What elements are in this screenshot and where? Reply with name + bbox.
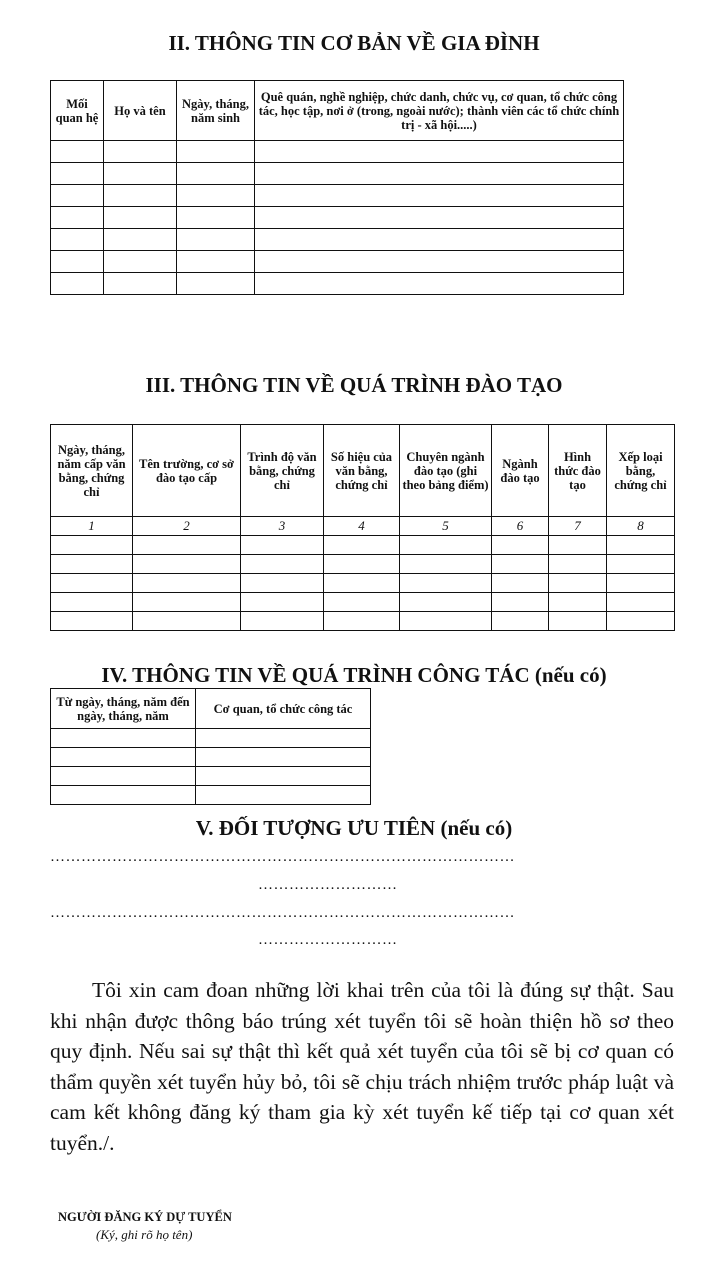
empty-cell — [104, 185, 177, 207]
empty-cell — [177, 229, 255, 251]
empty-cell — [492, 536, 549, 555]
empty-cell — [177, 163, 255, 185]
empty-cell — [324, 536, 400, 555]
empty-cell — [607, 612, 675, 631]
empty-cell — [255, 141, 624, 163]
table-row — [51, 536, 675, 555]
empty-cell — [400, 536, 492, 555]
empty-cell — [241, 536, 324, 555]
empty-cell — [133, 555, 241, 574]
empty-cell — [51, 767, 196, 786]
column-number: 5 — [400, 517, 492, 536]
empty-cell — [177, 207, 255, 229]
empty-cell — [177, 185, 255, 207]
empty-cell — [196, 767, 371, 786]
empty-cell — [607, 593, 675, 612]
table-row — [51, 574, 675, 593]
empty-cell — [51, 141, 104, 163]
empty-cell — [104, 207, 177, 229]
empty-cell — [492, 593, 549, 612]
empty-cell — [177, 273, 255, 295]
header-organization: Cơ quan, tổ chức công tác — [196, 689, 371, 729]
table-row — [51, 141, 624, 163]
family-table — [50, 80, 624, 295]
table-row — [51, 207, 624, 229]
training-rows — [51, 536, 675, 631]
dotted-line: ……………………………………………………………………………… — [50, 905, 515, 921]
empty-cell — [241, 612, 324, 631]
work-rows — [51, 729, 371, 805]
empty-cell — [196, 748, 371, 767]
column-number: 6 — [492, 517, 549, 536]
empty-cell — [104, 229, 177, 251]
family-rows — [51, 141, 624, 295]
header-school: Tên trường, cơ sở đào tạo cấp — [133, 425, 241, 517]
empty-cell — [255, 229, 624, 251]
empty-cell — [549, 593, 607, 612]
empty-cell — [51, 163, 104, 185]
header-issue-date: Ngày, tháng, năm cấp văn bằng, chứng chỉ — [51, 425, 133, 517]
empty-cell — [104, 273, 177, 295]
empty-cell — [177, 251, 255, 273]
header-training-form: Hình thức đào tạo — [549, 425, 607, 517]
empty-cell — [549, 555, 607, 574]
column-number: 1 — [51, 517, 133, 536]
empty-cell — [241, 555, 324, 574]
table-row — [51, 748, 371, 767]
empty-cell — [607, 536, 675, 555]
table-row — [51, 612, 675, 631]
empty-cell — [492, 612, 549, 631]
section-title-work: IV. THÔNG TIN VỀ QUÁ TRÌNH CÔNG TÁC (nếu có) — [101, 663, 607, 687]
table-row — [51, 555, 675, 574]
signature-title: NGƯỜI ĐĂNG KÝ DỰ TUYỂN — [58, 1210, 232, 1224]
empty-cell — [255, 163, 624, 185]
empty-cell — [400, 555, 492, 574]
empty-cell — [51, 574, 133, 593]
empty-cell — [133, 574, 241, 593]
header-full-name: Họ và tên — [104, 81, 177, 141]
empty-cell — [196, 729, 371, 748]
header-classification: Xếp loại bằng, chứng chỉ — [607, 425, 675, 517]
column-number: 4 — [324, 517, 400, 536]
empty-cell — [133, 593, 241, 612]
empty-cell — [255, 185, 624, 207]
empty-cell — [51, 185, 104, 207]
table-row — [51, 786, 371, 805]
header-period: Từ ngày, tháng, năm đến ngày, tháng, năm — [51, 689, 196, 729]
empty-cell — [241, 574, 324, 593]
dotted-line: ……………………………………………………………………………… — [50, 849, 515, 865]
empty-cell — [324, 574, 400, 593]
header-specialization: Chuyên ngành đào tạo (ghi theo bảng điểm) — [400, 425, 492, 517]
table-row — [51, 729, 371, 748]
empty-cell — [51, 748, 196, 767]
section-title-priority: V. ĐỐI TƯỢNG ƯU TIÊN (nếu có) — [195, 816, 513, 840]
empty-cell — [51, 273, 104, 295]
header-date-of-birth: Ngày, tháng, năm sinh — [177, 81, 255, 141]
empty-cell — [492, 555, 549, 574]
section-title-training: III. THÔNG TIN VỀ QUÁ TRÌNH ĐÀO TẠO — [145, 373, 563, 397]
empty-cell — [51, 729, 196, 748]
empty-cell — [400, 574, 492, 593]
commitment-text: Tôi xin cam đoan những lời khai trên của tôi là đúng sự thật. Sau khi nhận được thông báo trúng xét tuyển tôi sẽ hoàn thiện hồ sơ theo quy định. Nếu sai sự thật thì kết quả xét tuyển của tôi sẽ bị cơ quan có thẩm quyền xét tuyển hủy bỏ, tôi sẽ chịu trách nhiệm trước pháp luật và cam kết không đăng ký tham gia kỳ xét tuyển kế tiếp tại cơ quan xét tuyển./. — [50, 978, 674, 1155]
signature-note: (Ký, ghi rõ họ tên) — [96, 1227, 193, 1242]
training-table — [50, 424, 675, 631]
table-row — [51, 273, 624, 295]
column-number: 3 — [241, 517, 324, 536]
empty-cell — [255, 251, 624, 273]
column-number: 8 — [607, 517, 675, 536]
empty-cell — [241, 593, 324, 612]
empty-cell — [607, 555, 675, 574]
empty-cell — [51, 207, 104, 229]
table-row — [51, 251, 624, 273]
empty-cell — [255, 273, 624, 295]
empty-cell — [51, 536, 133, 555]
empty-cell — [51, 251, 104, 273]
section-title-family: II. THÔNG TIN CƠ BẢN VỀ GIA ĐÌNH — [168, 31, 540, 55]
empty-cell — [177, 141, 255, 163]
header-degree-level: Trình độ văn bằng, chứng chỉ — [241, 425, 324, 517]
table-row — [51, 767, 371, 786]
empty-cell — [400, 593, 492, 612]
empty-cell — [492, 574, 549, 593]
work-table — [50, 688, 371, 805]
empty-cell — [324, 612, 400, 631]
column-number: 7 — [549, 517, 607, 536]
empty-cell — [104, 163, 177, 185]
dotted-line: ……………………… — [258, 877, 398, 893]
empty-cell — [324, 555, 400, 574]
header-field: Ngành đào tạo — [492, 425, 549, 517]
table-row — [51, 229, 624, 251]
empty-cell — [549, 536, 607, 555]
header-certificate-number: Số hiệu của văn bằng, chứng chỉ — [324, 425, 400, 517]
empty-cell — [51, 555, 133, 574]
empty-cell — [104, 141, 177, 163]
empty-cell — [324, 593, 400, 612]
empty-cell — [133, 612, 241, 631]
empty-cell — [196, 786, 371, 805]
empty-cell — [51, 612, 133, 631]
table-row — [51, 163, 624, 185]
empty-cell — [51, 786, 196, 805]
dotted-line: ……………………… — [258, 932, 398, 948]
empty-cell — [400, 612, 492, 631]
header-relationship: Mối quan hệ — [51, 81, 104, 141]
empty-cell — [549, 574, 607, 593]
table-row — [51, 593, 675, 612]
empty-cell — [104, 251, 177, 273]
empty-cell — [51, 593, 133, 612]
table-row — [51, 185, 624, 207]
empty-cell — [255, 207, 624, 229]
empty-cell — [607, 574, 675, 593]
empty-cell — [549, 612, 607, 631]
column-number: 2 — [133, 517, 241, 536]
empty-cell — [51, 229, 104, 251]
header-details: Quê quán, nghề nghiệp, chức danh, chức vụ, cơ quan, tổ chức công tác, học tập, nơi ở (trong, ngoài nước); thành viên các tổ chức chính trị - xã hội.....) — [255, 81, 624, 141]
empty-cell — [133, 536, 241, 555]
